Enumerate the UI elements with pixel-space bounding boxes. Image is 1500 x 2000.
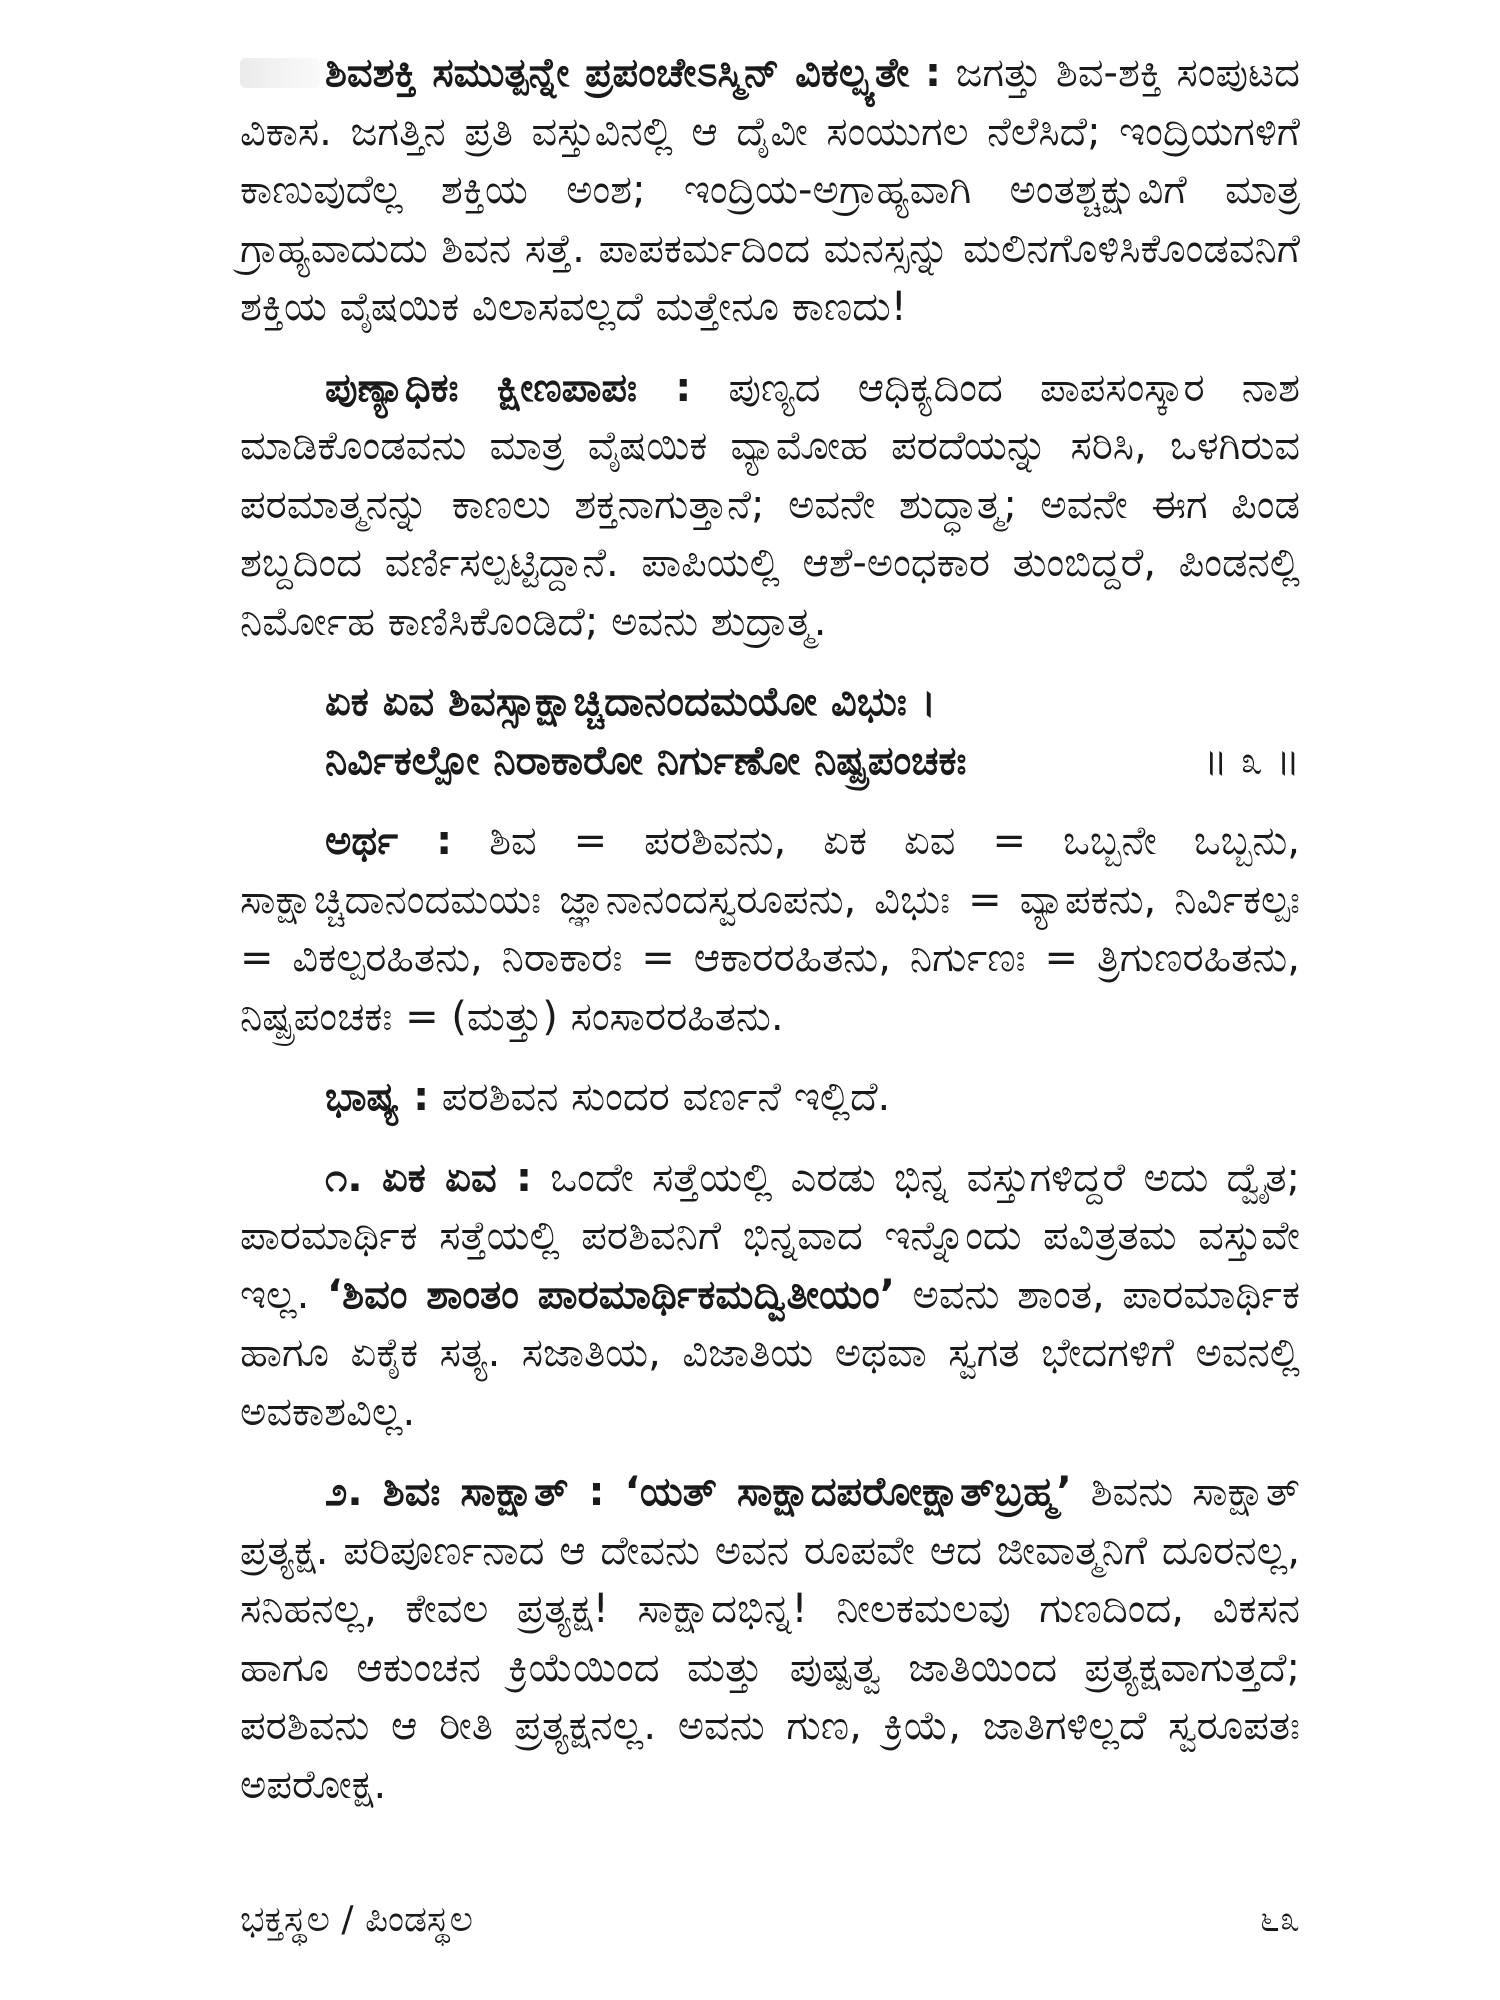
paragraph-term: ಅರ್ಥ : (325, 818, 453, 864)
verse-line-2 (240, 732, 1300, 791)
paragraph-shivah-sakshat (240, 1463, 1300, 1814)
paragraph-text: ಪುಣ್ಯದ ಆಧಿಕ್ಯದಿಂದ ಪಾಪಸಂಸ್ಕಾರ ನಾಶ ಮಾಡಿಕೊಂಡವನು ಮಾತ್ರ ವೈಷಯಿಕ ವ್ಯಾಮೋಹ ಪರದೆಯನ್ನು ಸರಿಸಿ, ಒಳಗಿರುವ ಪರಮಾತ್ಮನನ್ನು ಕಾಣಲು ಶಕ್ತನಾಗುತ್ತಾನೆ; ಅವನೇ ಶುದ್ಧಾತ್ಮ; ಅವನೇ ಈಗ ಪಿಂಡ ಶಬ್ದದಿಂದ ವರ್ಣಿಸಲ್ಪಟ್ಟಿದ್ದಾನೆ. ಪಾಪಿಯಲ್ಲಿ ಆಶೆ-ಅಂಧಕಾರ ತುಂಬಿದ್ದರೆ, ಪಿಂಡನಲ್ಲಿ ನಿರ್ಮೋಹ ಕಾಣಿಸಿಕೊಂಡಿದೆ; ಅವನು ಶುದ್ರಾತ್ಮ. (240, 364, 1300, 645)
paragraph-text: ಪರಶಿವನ ಸುಂದರ ವರ್ಣನೆ ಇಲ್ಲಿದೆ. (429, 1074, 891, 1120)
verse-line-2-text: ನಿರ್ವಿಕಲ್ಪೋ ನಿರಾಕಾರೋ ನಿರ್ಗುಣೋ ನಿಷ್ಪ್ರಪಂಚಕಃ (325, 737, 967, 784)
paragraph-term: ಶಿವಶಕ್ತಿ ಸಮುತ್ಪನ್ನೇ ಪ್ರಪಂಚೇಽಸ್ಮಿನ್ ವಿಕಲ್ಪ್ಯತೇ : (325, 50, 942, 96)
paragraph-bhashya (240, 1068, 1300, 1127)
paragraph-artha (240, 812, 1300, 1046)
verse-block (240, 673, 1300, 790)
paragraph-quote: ‘ಶಿವಂ ಶಾಂತಂ ಪಾರಮಾರ್ಥಿಕಮದ್ವಿತೀಯಂ’ (326, 1271, 895, 1318)
paragraph-text: ಜಗತ್ತು ಶಿವ-ಶಕ್ತಿ ಸಂಪುಟದ ವಿಕಾಸ. ಜಗತ್ತಿನ ಪ್ರತಿ ವಸ್ತುವಿನಲ್ಲಿ ಆ ದೈವೀ ಸಂಯುಗಲ ನೆಲೆಸಿದೆ; ಇಂದ್ರಿಯಗಳಿಗೆ ಕಾಣುವುದೆಲ್ಲ ಶಕ್ತಿಯ ಅಂಶ; ಇಂದ್ರಿಯ-ಅಗ್ರಾಹ್ಯವಾಗಿ ಅಂತಶ್ಚಕ್ಷುವಿಗೆ ಮಾತ್ರ ಗ್ರಾಹ್ಯವಾದುದು ಶಿವನ ಸತ್ತೆ. ಪಾಪಕರ್ಮದಿಂದ ಮನಸ್ಸನ್ನು ಮಲಿನಗೊಳಿಸಿಕೊಂಡವನಿಗೆ ಶಕ್ತಿಯ ವೈಷಯಿಕ ವಿಲಾಸವಲ್ಲದೆ ಮತ್ತೇನೂ ಕಾಣದು! (240, 50, 1300, 330)
page-number: ೬೩ (1259, 1899, 1300, 1940)
paragraph-text: ಒಂದೇ ಸತ್ತೆಯಲ್ಲಿ ಎರಡು ಭಿನ್ನ ವಸ್ತುಗಳಿದ್ದರೆ ಅದು ದ್ವೈತ; ಪಾರಮಾರ್ಥಿಕ ಸತ್ತೆಯಲ್ಲಿ ಪರಶಿವನಿಗೆ ಭಿನ್ನವಾದ ಇನ್ನೊಂದು ಪವಿತ್ರತಮ ವಸ್ತುವೇ ಇಲ್ಲ. (240, 1154, 1300, 1318)
verse-line-1: ಏಕ ಏವ ಶಿವಸ್ಸಾಕ್ಷಾಚ್ಚಿದಾನಂದಮಯೋ ವಿಭುಃ । (325, 679, 936, 725)
paragraph-text: ಶಿವ = ಪರಶಿವನು, ಏಕ ಏವ = ಒಬ್ಬನೇ ಒಬ್ಬನು, ಸಾಕ್ಷಾಚ್ಚಿದಾನಂದಮಯಃ ಜ್ಞಾನಾನಂದಸ್ವರೂಪನು, ವಿಭುಃ = ವ್ಯಾಪಕನು, ನಿರ್ವಿಕಲ್ಪಃ = ವಿಕಲ್ಪರಹಿತನು, ನಿರಾಕಾರಃ = ಆಕಾರರಹಿತನು, ನಿರ್ಗುಣಃ = ತ್ರಿಗುಣರಹಿತನು, ನಿಷ್ಪ್ರಪಂಚಕಃ = (ಮತ್ತು) ಸಂಸಾರರಹಿತನು. (240, 818, 1300, 1040)
paragraph-term: ೨. ಶಿವಃ ಸಾಕ್ಷಾತ್ : ‘ಯತ್ ಸಾಕ್ಷಾದಪರೋಕ್ಷಾತ್‌ಬ್ರಹ್ಮ’ (325, 1469, 1072, 1515)
book-page (240, 44, 1300, 1964)
paragraph-punyadhika (240, 359, 1300, 652)
paragraph-text-continued: ಅವನು ಶಾಂತ, ಪಾರಮಾರ್ಥಿಕ ಹಾಗೂ ಏಕೈಕ ಸತ್ಯ. ಸಜಾತಿಯ, ವಿಜಾತಿಯ ಅಥವಾ ಸ್ವಗತ ಭೇದಗಳಿಗೆ ಅವನಲ್ಲಿ ಅವಕಾಶವಿಲ್ಲ. (240, 1271, 1300, 1435)
paragraph-term: ಪುಣ್ಯಾಧಿಕಃ ಕ್ಷೀಣಪಾಪಃ : (325, 364, 692, 411)
paragraph-shivashakti (240, 44, 1300, 337)
running-title: ಭಕ್ತಸ್ಥಲ / ಪಿಂಡಸ್ಥಲ (240, 1899, 473, 1940)
paragraph-text: ಶಿವನು ಸಾಕ್ಷಾತ್ ಪ್ರತ್ಯಕ್ಷ. ಪರಿಪೂರ್ಣನಾದ ಆ ದೇವನು ಅವನ ರೂಪವೇ ಆದ ಜೀವಾತ್ಮನಿಗೆ ದೂರನಲ್ಲ, ಸನಿಹನಲ್ಲ, ಕೇವಲ ಪ್ರತ್ಯಕ್ಷ! ಸಾಕ್ಷಾದಭಿನ್ನ! ನೀಲಕಮಲವು ಗುಣದಿಂದ, ವಿಕಸನ ಹಾಗೂ ಆಕುಂಚನ ಕ್ರಿಯೆಯಿಂದ ಮತ್ತು ಪುಷ್ಪತ್ವ ಜಾತಿಯಿಂದ ಪ್ರತ್ಯಕ್ಷವಾಗುತ್ತದೆ; ಪರಶಿವನು ಆ ರೀತಿ ಪ್ರತ್ಯಕ್ಷನಲ್ಲ. ಅವನು ಗುಣ, ಕ್ರಿಯೆ, ಜಾತಿಗಳಿಲ್ಲದೆ ಸ್ವರೂಪತಃ ಅಪರೋಕ್ಷ. (240, 1469, 1300, 1808)
paragraph-term: ೧. ಏಕ ಏವ : (325, 1154, 533, 1201)
paragraph-eka-eva (240, 1149, 1300, 1442)
verse-number: ॥ ೩ ॥ (1203, 737, 1300, 784)
paragraph-term: ಭಾಷ್ಯ : (325, 1074, 430, 1120)
